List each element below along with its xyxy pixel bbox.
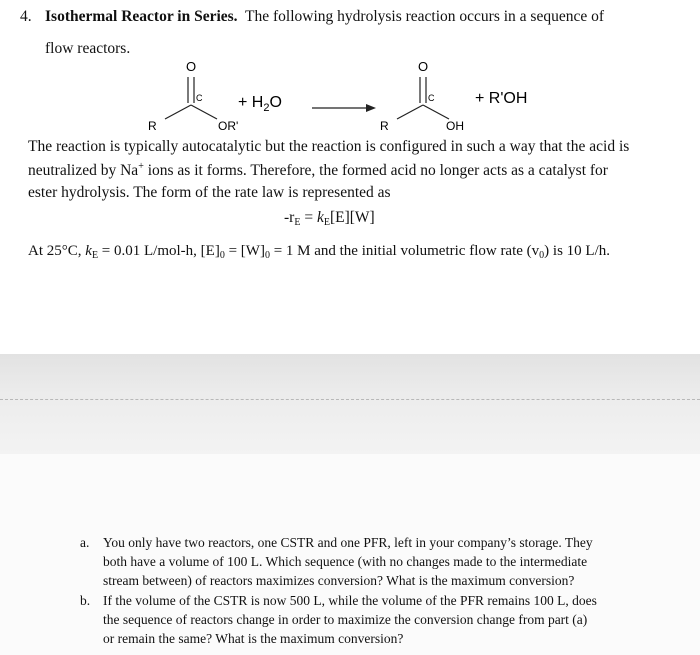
cond-pre: At 25°C,	[28, 243, 86, 259]
ester-carbonyl-oxygen: O	[186, 59, 197, 74]
acid-bond-right	[423, 105, 449, 119]
question-a-label: a.	[80, 535, 90, 550]
rate-k: k	[316, 209, 324, 226]
ester-bond-right	[191, 105, 217, 119]
blurred-band	[0, 354, 700, 454]
conditions-line	[28, 243, 610, 261]
plus-alcohol: + R'OH	[475, 90, 528, 107]
water-subscript: 2	[263, 102, 270, 114]
cond-k-sub: E	[91, 250, 99, 261]
rate-k-sub: E	[323, 217, 330, 228]
reaction-scheme	[130, 55, 550, 140]
question-a-line-1: You only have two reactors, one CSTR and one PFR, left in your company’s storage. They	[103, 535, 593, 550]
problem-title: Isothermal Reactor in Series.	[45, 8, 238, 25]
problem-title-line	[45, 8, 604, 26]
question-b-label: b.	[80, 593, 91, 608]
plus-water	[238, 94, 282, 114]
reaction-arrow-head	[366, 104, 376, 112]
acid-carbonyl-oxygen: O	[418, 59, 429, 74]
ester-bond-left	[165, 105, 191, 119]
rate-law	[284, 209, 375, 228]
questions-section	[0, 454, 700, 655]
acid-oh-group: OH	[446, 119, 464, 133]
question-b-line-3: or remain the same? What is the maximum conversion?	[103, 631, 404, 646]
question-b-line-1: If the volume of the CSTR is now 500 L, while the volume of the PFR remains 100 L, does	[103, 593, 597, 608]
cond-mid: = 0.01 L/mol-h, [E]	[98, 243, 220, 259]
cond-k: k	[85, 243, 92, 259]
acid-bond-left	[397, 105, 423, 119]
cond-end: ) is 10 L/h.	[544, 243, 611, 259]
paragraph-line-2	[28, 161, 608, 180]
ester-carbon: C	[196, 93, 203, 103]
question-b-line-2: the sequence of reactors change in order to maximize the conversion change from part (a)	[103, 612, 588, 627]
cond-v0: 0	[539, 250, 545, 261]
water-oxygen: O	[269, 94, 282, 111]
problem-number: 4.	[20, 8, 32, 25]
acid-r-group: R	[380, 119, 389, 133]
acid-carbon: C	[428, 93, 435, 103]
paragraph-line-2-pre: neutralized by Na	[28, 162, 139, 179]
paragraph-line-1: The reaction is typically autocatalytic but the reaction is configured in such a way that the acid is	[28, 138, 630, 155]
rate-sub-e: E	[294, 217, 301, 228]
plus-h: + H	[238, 94, 264, 111]
problem-intro-line2: flow reactors.	[45, 40, 131, 57]
ester-r-group: R	[148, 119, 157, 133]
rate-equals: =	[300, 209, 317, 226]
sodium-charge: +	[138, 161, 144, 172]
paragraph-line-3: ester hydrolysis. The form of the rate law is represented as	[28, 184, 391, 201]
question-a-line-3: stream between) of reactors maximizes conversion? What is the maximum conversion?	[103, 573, 575, 588]
problem-intro: The following hydrolysis reaction occurs in a sequence of	[245, 8, 605, 25]
rate-concentrations: [E][W]	[329, 209, 375, 226]
ester-or-group: OR'	[218, 119, 239, 133]
paragraph-line-2-post: ions as it forms. Therefore, the formed acid no longer acts as a catalyst for	[143, 162, 608, 179]
cond-mid2: = [W]	[224, 243, 265, 259]
rate-neg-r: -r	[284, 209, 295, 226]
cond-post: = 1 M and the initial volumetric flow rate (v	[269, 243, 540, 259]
dashed-divider	[0, 399, 700, 400]
cond-w0: 0	[264, 250, 270, 261]
question-a-line-2: both have a volume of 100 L. Which sequence (with no changes made to the intermediate	[103, 554, 588, 569]
cond-e0: 0	[219, 250, 225, 261]
